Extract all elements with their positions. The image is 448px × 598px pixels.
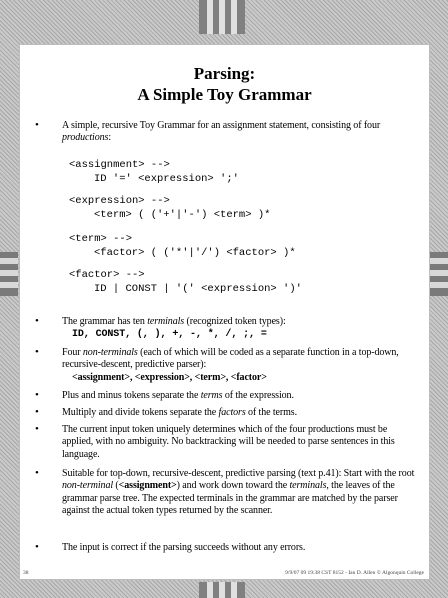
bullet-mark: • bbox=[35, 119, 39, 131]
slide-page bbox=[19, 44, 430, 580]
bullet-mark: • bbox=[35, 541, 39, 553]
production-lhs: <term> --> bbox=[69, 233, 133, 245]
footer-credit: 9/9/07 09 19:38 CST 8152 - Ian D. Allen © Algonquin College bbox=[285, 570, 424, 576]
bullet-mark: • bbox=[35, 467, 39, 479]
bullet-mark: • bbox=[35, 389, 39, 401]
decorative-right-stripes bbox=[430, 252, 448, 296]
bullet-parsing-method: Suitable for top-down, recursive-descent, predictive parsing (text p.41): Start with the root non-terminal (<assignment>) and work down toward the terminals, the leaves of the grammar parse tree. The expected terminals in the grammar are matched by the parser against the actual token types returned by the scanner. bbox=[62, 468, 415, 516]
decorative-top-stripes bbox=[199, 0, 245, 34]
bullet-plus-minus: Plus and minus tokens separate the terms of the expression. bbox=[62, 390, 294, 401]
decorative-bottom-stripes bbox=[199, 582, 245, 598]
bullet-no-ambiguity: The current input token uniquely determines which of the four productions must be applied, with no ambiguity. No backtracking will be needed to parse sentences in this language. bbox=[62, 424, 395, 460]
production-rhs: ID | CONST | '(' <expression> ')' bbox=[94, 283, 302, 295]
bullet-mark: • bbox=[35, 406, 39, 418]
production-rhs: ID '=' <expression> ';' bbox=[94, 173, 239, 185]
bullet-mark: • bbox=[35, 346, 39, 358]
bullet-input-correct: The input is correct if the parsing succeeds without any errors. bbox=[62, 542, 306, 553]
terminals-list: ID, CONST, (, ), +, -, *, /, ;, = bbox=[72, 329, 267, 341]
title-line-2: A Simple Toy Grammar bbox=[137, 85, 312, 104]
production-lhs: <factor> --> bbox=[69, 269, 145, 281]
bullet-terminals: The grammar has ten terminals (recognized token types): ID, CONST, (, ), +, -, *, /, ;, = bbox=[62, 316, 286, 341]
production-lhs: <expression> --> bbox=[69, 195, 170, 207]
bullet-non-terminals: Four non-terminals (each of which will be coded as a separate function in a top-down, recursive-descent, predictive parser): <assignment>, <expression>, <term>, <factor> bbox=[62, 347, 399, 383]
non-terminals-list: <assignment>, <expression>, <term>, <factor> bbox=[72, 371, 267, 383]
title-line-1: Parsing: bbox=[193, 64, 256, 83]
page-number: 38 bbox=[23, 570, 29, 576]
bullet-multiply-divide: Multiply and divide tokens separate the factors of the terms. bbox=[62, 407, 297, 418]
bullet-mark: • bbox=[35, 423, 39, 435]
decorative-left-stripes bbox=[0, 252, 18, 296]
production-lhs: <assignment> --> bbox=[69, 159, 170, 171]
slide-title bbox=[19, 63, 430, 105]
bullet-mark: • bbox=[35, 315, 39, 327]
intro-text: A simple, recursive Toy Grammar for an assignment statement, consisting of four productions: bbox=[62, 120, 381, 144]
production-rhs: <factor> ( ('*'|'/') <factor> )* bbox=[94, 247, 296, 259]
production-rhs: <term> ( ('+'|'-') <term> )* bbox=[94, 209, 271, 221]
